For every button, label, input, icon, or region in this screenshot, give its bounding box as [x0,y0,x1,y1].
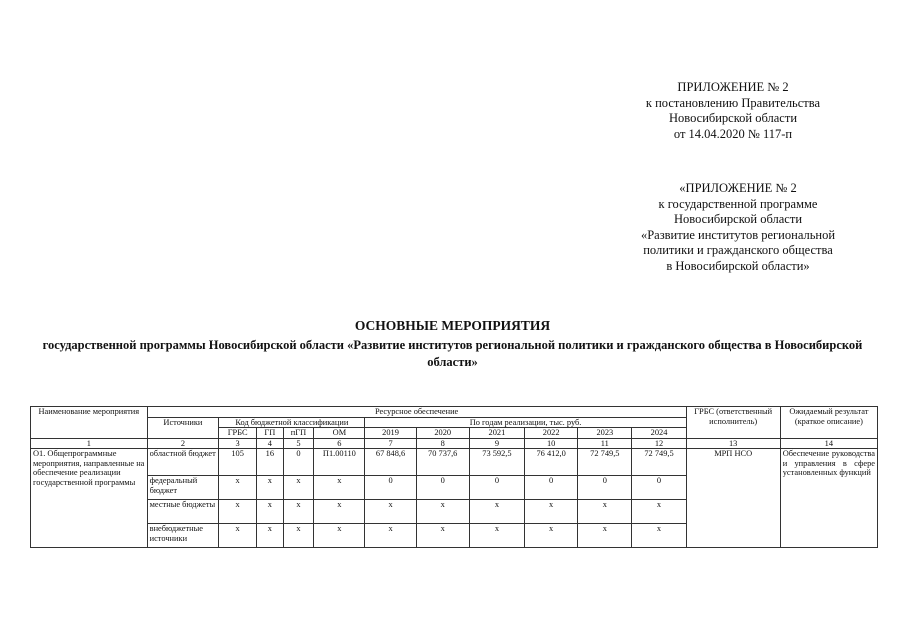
pgp-code-cell: 0 [283,449,314,476]
column-number: 1 [31,438,148,449]
appendix-line: в Новосибирской области» [666,258,810,273]
column-number: 6 [314,438,365,449]
appendix-line: политики и гражданского общества [643,243,833,257]
year-value-cell: 0 [416,476,469,500]
year-value-cell: x [632,524,686,548]
appendix-program-header [612,181,864,274]
table-row [31,449,878,476]
year-value-cell: x [525,524,578,548]
year-value-cell: x [469,500,524,524]
year-header: 2021 [469,428,524,439]
source-cell: внебюджетные источники [147,524,219,548]
activities-table [30,406,878,548]
year-header: 2023 [578,428,632,439]
header-name: Наименование мероприятия [31,407,148,439]
year-value-cell: x [578,500,632,524]
gp-code-cell: x [257,500,284,524]
year-header: 2019 [365,428,416,439]
pgp-code-cell: x [283,524,314,548]
table-header-row [31,407,878,418]
column-number: 7 [365,438,416,449]
year-header: 2020 [416,428,469,439]
appendix-line: Новосибирской области [673,212,803,226]
column-number: 3 [219,438,257,449]
year-value-cell: 76 412,0 [525,449,578,476]
grbs-code-cell: x [219,524,257,548]
expected-result-cell: Обеспечение руководства и управления в сфере установленных функций [780,449,877,548]
column-number: 2 [147,438,219,449]
column-number: 10 [525,438,578,449]
column-number: 5 [283,438,314,449]
appendix-line: к постановлению Правительства [645,95,821,110]
column-number: 11 [578,438,632,449]
pgp-code-cell: x [283,476,314,500]
year-value-cell: x [365,524,416,548]
year-value-cell: 67 848,6 [365,449,416,476]
year-value-cell: 0 [525,476,578,500]
appendix-line: «Развитие институтов региональной [640,227,836,242]
column-number: 13 [686,438,780,449]
header-years: По годам реализации, тыс. руб. [365,417,686,428]
header-sources: Источники [147,417,219,438]
om-code-cell: x [314,524,365,548]
source-cell: федеральный бюджет [147,476,219,500]
code-col-header: ОМ [314,428,365,439]
gp-code-cell: x [257,476,284,500]
code-col-header: ГП [257,428,284,439]
year-value-cell: 0 [469,476,524,500]
source-cell: областной бюджет [147,449,219,476]
header-resource: Ресурсное обеспечение [147,407,686,418]
responsible-grbs-cell: МРП НСО [686,449,780,548]
gp-code-cell: 16 [257,449,284,476]
header-result: Ожидаемый результат (краткое описание) [780,407,877,439]
year-value-cell: 70 737,6 [416,449,469,476]
grbs-code-cell: x [219,500,257,524]
gp-code-cell: x [257,524,284,548]
year-value-cell: x [578,524,632,548]
year-header: 2022 [525,428,578,439]
year-value-cell: x [469,524,524,548]
appendix-line: от 14.04.2020 № 117-п [673,126,793,141]
appendix-line: Новосибирской области [668,111,798,125]
header-grbs: ГРБС (ответственный исполнитель) [686,407,780,439]
year-value-cell: 0 [632,476,686,500]
year-value-cell: x [365,500,416,524]
appendix-line: «ПРИЛОЖЕНИЕ № 2 [679,181,797,195]
header-code: Код бюджетной классификации [219,417,365,428]
column-number: 8 [416,438,469,449]
year-header: 2024 [632,428,686,439]
grbs-code-cell: x [219,476,257,500]
year-value-cell: 72 749,5 [632,449,686,476]
year-value-cell: 0 [365,476,416,500]
om-code-cell: x [314,500,365,524]
column-number-row [31,438,878,449]
event-name-cell: О1. Общепрограммные мероприятия, направленные на обеспечение реализации государственной программы [31,449,148,548]
om-code-cell: П1.00110 [314,449,365,476]
year-value-cell: 73 592,5 [469,449,524,476]
year-value-cell: x [416,500,469,524]
year-value-cell: x [525,500,578,524]
year-value-cell: x [416,524,469,548]
year-value-cell: 72 749,5 [578,449,632,476]
column-number: 14 [780,438,877,449]
appendix-line: к государственной программе [658,196,818,211]
year-value-cell: x [632,500,686,524]
appendix-decree-header [618,80,848,142]
column-number: 9 [469,438,524,449]
source-cell: местные бюджеты [147,500,219,524]
column-number: 4 [257,438,284,449]
om-code-cell: x [314,476,365,500]
code-col-header: пГП [283,428,314,439]
grbs-code-cell: 105 [219,449,257,476]
appendix-line: ПРИЛОЖЕНИЕ № 2 [677,80,789,94]
document-subtitle: государственной программы Новосибирской области «Развитие институтов региональной политики и гражданского общества в Новосибирской области» [42,338,863,369]
code-col-header: ГРБС [219,428,257,439]
year-value-cell: 0 [578,476,632,500]
column-number: 12 [632,438,686,449]
document-title: ОСНОВНЫЕ МЕРОПРИЯТИЯ [354,318,551,333]
pgp-code-cell: x [283,500,314,524]
